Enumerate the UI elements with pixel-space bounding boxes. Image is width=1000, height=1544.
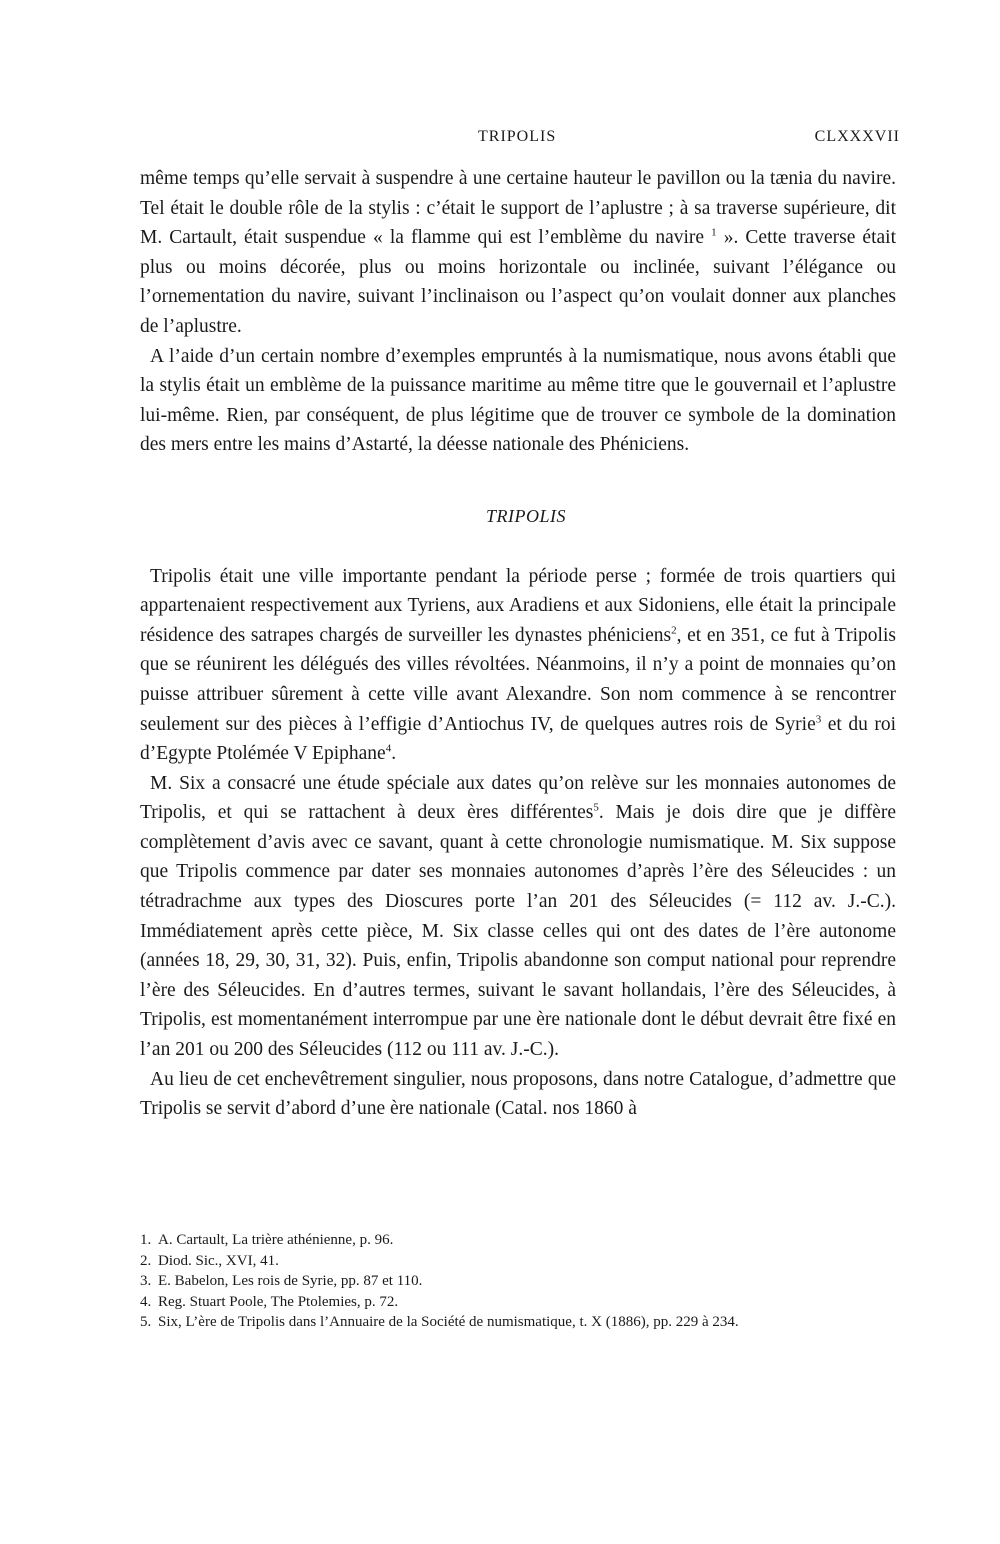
footnote-ref-2: 2 [671,624,677,637]
paragraph-1-end: ». Cette traverse était plus ou moins décorée, plus ou moins horizontale ou inclinée, suivant l’élégance ou l’ornementation du navire, suivant l’inclinaison ou l’aspect qu’on voulait donner aux planches de l’aplustre. [140,227,896,337]
paragraph-3-text-b: , et en 351, ce fut à Tripolis que se réunirent les délégués des villes révoltées. Néanmoins, il n’y a point de monnaies qu’on puisse attribuer sûrement à cette ville avant Alexandre. Son nom commence à se rencontrer seulement sur des pièces à l’effigie d’Antiochus IV, de quelques autres rois de Syrie [140,624,896,735]
paragraph-3-text-a: Tripolis était une ville importante pendant la période perse ; formée de trois quartiers qui appartenaient respectivement aux Tyriens, aux Aradiens et aux Sidoniens, elle était la principale résidence des satrapes chargés de surveiller les dynastes phéniciens [140,565,896,646]
footnote-text: E. Babelon, Les rois de Syrie, pp. 87 et 110. [158,1273,423,1289]
running-head [140,128,900,152]
paragraph-2: A l’aide d’un certain nombre d’exemples empruntés à la numismatique, nous avons établi que la stylis était un emblème de la puissance maritime au même titre que le gouvernail et l’aplustre lui-même. Rien, par conséquent, de plus légitime que de trouver ce symbole de la domination des mers entre les mains d’Astarté, la déesse nationale des Phéniciens. [140,345,896,456]
page-folio: CLXXXVII [814,128,900,145]
footnote-1 [140,1230,900,1251]
paragraph-3-text-c: et du roi d’Egypte Ptolémée V Epiphane [140,713,896,765]
paragraph-4 [140,769,896,1065]
footnote-number: 2. [140,1252,152,1269]
paragraph-4-text-b: . Mais je dois dire que je diffère complètement d’avis avec ce savant, quant à cette chronologie numismatique. M. Six suppose que Tripolis commence par dater ses monnaies autonomes d’après l’ère des Séleucides : un tétradrachme aux types des Dioscures porte l’an 201 des Séleucides (= 112 av. J.-C.). Immédiatement après cette pièce, M. Six classe celles qui ont des dates de l’ère autonome (années 18, 29, 30, 31, 32). Puis, enfin, Tripolis abandonne son comput national pour reprendre l’ère des Séleucides. En d’autres termes, suivant le savant hollandais, l’ère des Séleucides, à Tripolis, est momentanément interrompue par une ère nationale dont le début devrait être fixé en l’an 201 ou 200 des Séleucides (112 ou 111 av. J.-C.). [140,802,896,1061]
footnote-number: 5. [140,1314,152,1330]
footnote-text: A. Cartault, La trière athénienne, p. 96. [158,1232,394,1248]
footnote-text: Diod. Sic., XVI, 41. [158,1252,279,1269]
footnote-text: Six, L’ère de Tripolis dans l’Annuaire de la Société de numismatique, t. X (1886), pp. 229 à 234. [158,1314,739,1330]
paragraph-5: Au lieu de cet enchevêtrement singulier, nous proposons, dans notre Catalogue, d’admettre que Tripolis se servit d’abord d’une ère nationale (Catal. nos 1860 à [140,1068,896,1120]
footnote-number: 1. [140,1232,152,1248]
footnote-text: Reg. Stuart Poole, The Ptolemies, p. 72. [158,1293,399,1310]
footnote-5 [140,1312,900,1333]
paragraph-1 [140,164,896,342]
footnote-4 [140,1292,900,1313]
running-head-title: TRIPOLIS [478,128,557,145]
footnote-2 [140,1251,900,1272]
body-text [140,164,896,1124]
paragraph-3-text-d: . [391,743,397,765]
footnote-ref-1: 1 [711,226,717,239]
paragraph-1-text: même temps qu’elle servait à suspendre à une certaine hauteur le pavillon ou la tænia du navire. Tel était le double rôle de la stylis : c’était le support de l’aplustre ; à sa traverse supérieure, dit M. Cartault, était suspendue « la flamme qui est l’emblème du navire [140,168,896,249]
footnote-ref-4: 4 [385,742,392,755]
footnote-number: 4. [140,1293,152,1310]
footnote-ref-3: 3 [815,713,822,725]
footnote-ref-5: 5 [593,801,599,814]
section-heading: TRIPOLIS [486,505,566,526]
footnotes [140,1230,900,1333]
paragraph-3 [140,562,896,769]
footnote-number: 3. [140,1273,152,1289]
paragraph-4-text-a: M. Six a consacré une étude spéciale aux dates qu’on relève sur les monnaies autonomes de Tripolis, et qui se rattachent à deux ères différentes [140,772,896,824]
footnote-3 [140,1271,900,1292]
